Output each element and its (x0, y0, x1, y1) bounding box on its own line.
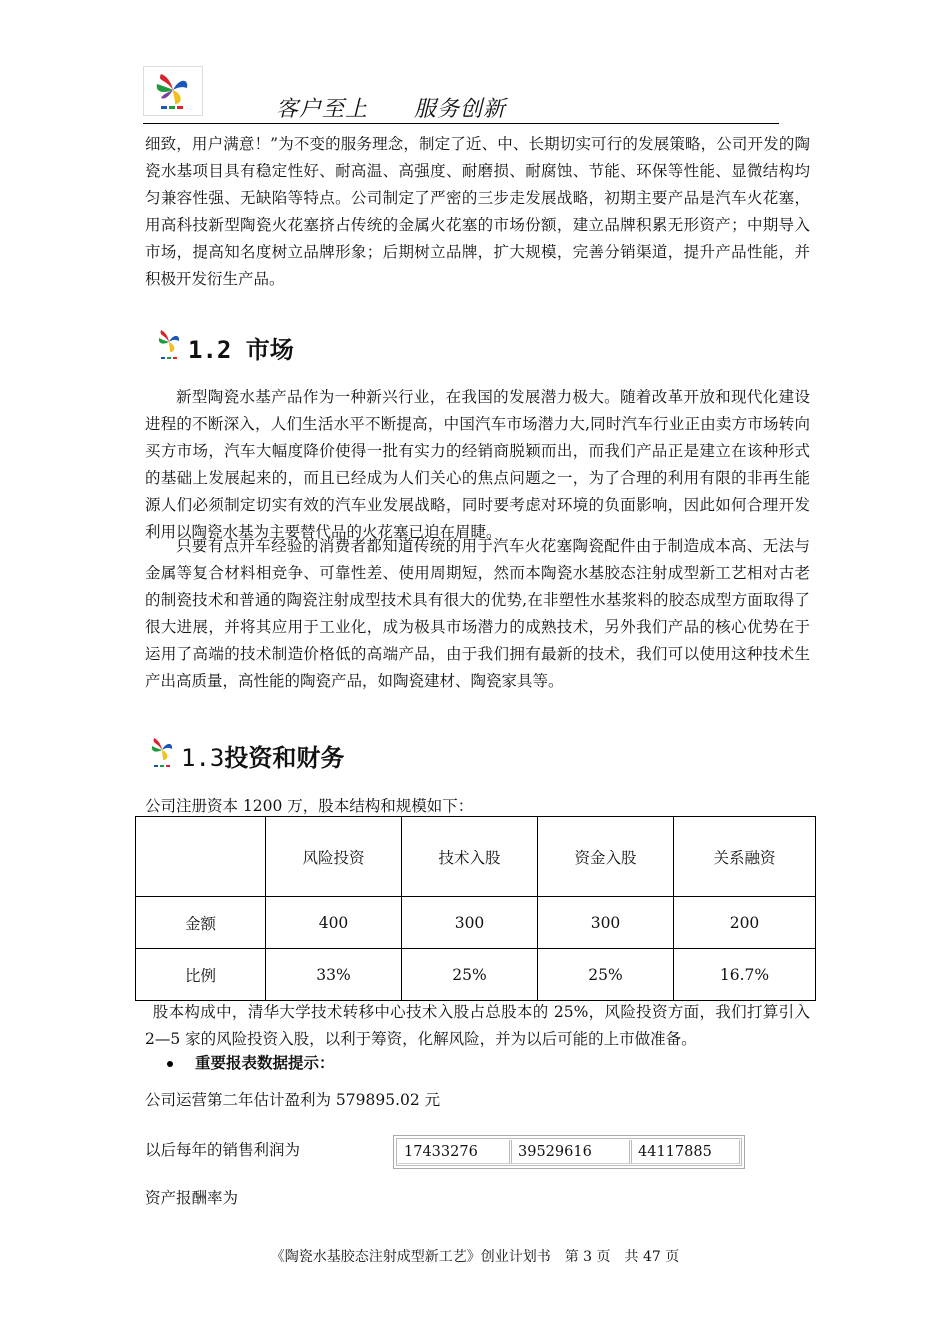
table-header-cell: 技术入股 (402, 817, 538, 897)
table-row (136, 949, 816, 1001)
table-cell: 33% (266, 949, 402, 1001)
market-paragraph-2: 只要有点开车经验的消费者都知道传统的用于汽车火花塞陶瓷配件由于制造成本高、无法与金属等复合材料相竞争、可靠性差、使用周期短，然而本陶瓷水基胶态注射成型新工艺相对古老的制瓷技术和普通的陶瓷注射成型技术具有很大的优势,在非塑性水基浆料的胶态成型方面取得了很大进展，并将其应用于工业化，成为极具市场潜力的成熟技术，另外我们产品的核心优势在于运用了高端的技术制造价格低的高端产品，由于我们拥有最新的技术，我们可以使用这种技术生产出高质量，高性能的陶瓷产品，如陶瓷建材、陶瓷家具等。 (145, 537, 810, 690)
table-cell: 300 (538, 897, 674, 949)
table-cell: 25% (538, 949, 674, 1001)
section-finance-heading (145, 734, 344, 776)
equity-table (135, 816, 816, 1001)
bullet-text: 重要报表数据提示： (195, 1054, 335, 1072)
section-market-heading (152, 326, 294, 368)
table-header-cell: 资金入股 (538, 817, 674, 897)
bullet-icon (167, 1061, 173, 1067)
roa-label: 资产报酬率为 (145, 1189, 239, 1207)
page-footer: 《陶瓷水基胶态注射成型新工艺》创业计划书 第 3 页 共 47 页 (270, 1249, 680, 1265)
header-slogan (276, 92, 506, 123)
slogan-left: 客户至上 (276, 97, 369, 122)
section-finance-text: 投资和财务 (224, 743, 345, 772)
finance-intro: 公司注册资本 1200 万，股本结构和规模如下： (145, 797, 474, 815)
section-finance-title (181, 738, 344, 773)
market-paragraph-1: 新型陶瓷水基产品作为一种新兴行业，在我国的发展潜力极大。随着改革开放和现代化建设进程的不断深入，人们生活水平不断提高，中国汽车市场潜力大,同时汽车行业正由卖方市场转向买方市场，汽车大幅度降价使得一批有实力的经销商脱颖而出，而我们产品正是建立在该种形式的基础上发展起来的，而且已经成为人们关心的焦点问题之一，为了合理的利用有限的非再生能源人们必须制定切实有效的汽车业发展战略，同时要考虑对环境的负面影响，因此如何合理开发利用以陶瓷水基为主要替代品的火花塞已迫在眉睫。 (145, 388, 810, 541)
header-rule (143, 123, 779, 124)
sales-value-cell: 39529616 (512, 1140, 632, 1164)
section-market-title: 1.2 市场 (188, 335, 294, 364)
table-cell: 400 (266, 897, 402, 949)
table-cell: 16.7% (674, 949, 816, 1001)
company-logo (143, 66, 203, 116)
table-header-row (136, 817, 816, 897)
table-cell: 比例 (136, 949, 266, 1001)
table-cell: 金额 (136, 897, 266, 949)
table-cell: 300 (402, 897, 538, 949)
section-logo-icon (152, 326, 186, 368)
slogan-right: 服务创新 (414, 97, 507, 122)
sales-label: 以后每年的销售利润为 (145, 1141, 301, 1159)
table-cell: 200 (674, 897, 816, 949)
equity-explanation: 股本构成中，清华大学技术转移中心技术入股占总股本的 25%，风险投资方面，我们打算引入 2—5 家的风险投资入股，以利于筹资，化解风险，并为以后可能的上市做准备。 (145, 1003, 810, 1048)
bullet-item (167, 1051, 335, 1073)
section-logo-icon (145, 734, 179, 776)
table-header-cell (136, 817, 266, 897)
table-header-cell: 关系融资 (674, 817, 816, 897)
section-finance-number: 1.3 (181, 743, 225, 772)
intro-paragraph: 细致，用户满意！”为不变的服务理念，制定了近、中、长期切实可行的发展策略，公司开发的陶瓷水基项目具有稳定性好、耐高温、高强度、耐磨损、耐腐蚀、节能、环保等性能、显微结构均匀兼容性强、无缺陷等特点。公司制定了严密的三步走发展战略，初期主要产品是汽车火花塞，用高科技新型陶瓷火花塞挤占传统的金属火花塞的市场份额，建立品牌积累无形资产；中期导入市场，提高知名度树立品牌形象；后期树立品牌，扩大规模，完善分销渠道，提升产品性能，并积极开发衍生产品。 (145, 135, 810, 288)
sales-value-cell: 44117885 (632, 1140, 742, 1164)
sales-value-cell: 17433276 (398, 1140, 512, 1164)
table-row (136, 897, 816, 949)
table-cell: 25% (402, 949, 538, 1001)
sales-values-box (393, 1135, 745, 1169)
table-header-cell: 风险投资 (266, 817, 402, 897)
profit-line: 公司运营第二年估计盈利为 579895.02 元 (145, 1091, 441, 1109)
